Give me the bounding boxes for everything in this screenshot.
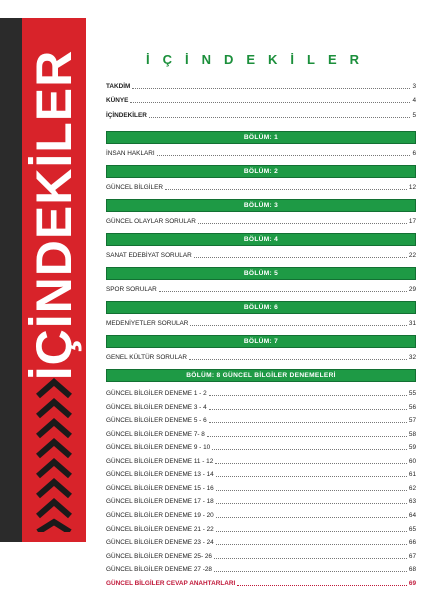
section-8 xyxy=(106,369,416,588)
toc-entry-label: GÜNCEL BİLGİLER DENEME 5 - 6 xyxy=(106,417,207,425)
toc-entry-page: 68 xyxy=(408,566,416,574)
toc-entry-label: GÜNCEL BİLGİLER DENEME 9 - 10 xyxy=(106,444,211,452)
toc-entry-label: GÜNCEL BİLGİLER DENEME 23 - 24 xyxy=(106,539,214,547)
toc-entry-label: GENEL KÜLTÜR SORULAR xyxy=(106,353,187,361)
toc-entry[interactable] xyxy=(106,452,416,466)
toc-entry-page: 6 xyxy=(412,149,416,157)
toc-entry-page: 67 xyxy=(408,552,416,560)
toc-entry[interactable] xyxy=(106,561,416,575)
toc-entry[interactable] xyxy=(106,178,416,192)
toc-entry-label: GÜNCEL BİLGİLER DENEME 11 - 12 xyxy=(106,457,214,465)
dot-leader xyxy=(190,324,407,326)
dot-leader xyxy=(165,188,407,190)
toc-entry-page: 60 xyxy=(408,457,416,465)
section-banner: BÖLÜM: 8 GÜNCEL BİLGİLER DENEMELERİ xyxy=(106,369,416,382)
sidebar-dark-strip xyxy=(0,18,22,542)
toc-entry-label: KÜNYE xyxy=(106,97,129,104)
toc-entry-page: 29 xyxy=(408,285,416,293)
toc-entry[interactable] xyxy=(106,348,416,362)
dot-leader xyxy=(214,557,407,559)
dot-leader xyxy=(215,462,407,464)
section-block xyxy=(106,267,416,294)
toc-entry-label: SANAT EDEBİYAT SORULAR xyxy=(106,251,192,259)
toc-entry-page: 69 xyxy=(408,579,416,587)
toc-entry[interactable] xyxy=(106,398,416,412)
toc-entry-label: GÜNCEL BİLGİLER DENEME 7- 8 xyxy=(106,430,205,438)
toc-entry[interactable] xyxy=(106,105,416,120)
dot-leader xyxy=(212,448,407,450)
toc-entry-page: 57 xyxy=(408,417,416,425)
dot-leader xyxy=(132,87,410,89)
dot-leader xyxy=(159,290,407,292)
toc-entry[interactable] xyxy=(106,280,416,294)
toc-entry-label: GÜNCEL BİLGİLER DENEME 27 -28 xyxy=(106,566,212,574)
toc-entry-label: GÜNCEL OLAYLAR SORULAR xyxy=(106,217,196,225)
toc-entry[interactable] xyxy=(106,534,416,548)
toc-entry[interactable] xyxy=(106,76,416,91)
dot-leader xyxy=(130,101,410,103)
dot-leader xyxy=(216,530,407,532)
dot-leader xyxy=(216,475,407,477)
toc-entry[interactable] xyxy=(106,493,416,507)
toc-entry-label: GÜNCEL BİLGİLER DENEME 1 - 2 xyxy=(106,390,207,398)
section-banner: BÖLÜM: 4 xyxy=(106,233,416,246)
toc-entry[interactable] xyxy=(106,547,416,561)
section-block xyxy=(106,165,416,192)
toc-entry-label: MEDENİYETLER SORULAR xyxy=(106,319,189,327)
toc-entry[interactable] xyxy=(106,144,416,158)
toc-entry[interactable] xyxy=(106,506,416,520)
toc-entry[interactable] xyxy=(106,520,416,534)
dot-leader xyxy=(194,256,407,258)
section-block xyxy=(106,335,416,362)
toc-entry[interactable] xyxy=(106,91,416,106)
dot-leader xyxy=(149,116,411,118)
toc-entry-page: 12 xyxy=(408,183,416,191)
toc-entry[interactable] xyxy=(106,479,416,493)
toc-entry-label: GÜNCEL BİLGİLER DENEME 21 - 22 xyxy=(106,525,214,533)
toc-entry-page: 55 xyxy=(408,390,416,398)
toc-entry-page: 62 xyxy=(408,484,416,492)
dot-leader xyxy=(189,358,407,360)
toc-entry-label: GÜNCEL BİLGİLER DENEME 19 - 20 xyxy=(106,511,214,519)
toc-entry-label: SPOR SORULAR xyxy=(106,285,157,293)
toc-entry-label: GÜNCEL BİLGİLER xyxy=(106,183,163,191)
toc-entry-page: 64 xyxy=(408,511,416,519)
dot-leader xyxy=(216,502,407,504)
toc-entry-page: 59 xyxy=(408,444,416,452)
toc-entry-label: İÇİNDEKİLER xyxy=(106,111,147,119)
front-matter xyxy=(106,76,416,120)
toc-entry-page: 32 xyxy=(408,353,416,361)
page-title: İÇİNDEKİLER xyxy=(145,52,373,67)
toc-entry-label: TAKDİM xyxy=(106,82,131,90)
section-banner: BÖLÜM: 1 xyxy=(106,131,416,144)
toc-entry[interactable] xyxy=(106,212,416,226)
toc-entry-label: GÜNCEL BİLGİLER DENEME 13 - 14 xyxy=(106,471,214,479)
toc-entry-label: GÜNCEL BİLGİLER DENEME 25- 26 xyxy=(106,552,212,560)
toc-entry-page: 58 xyxy=(408,430,416,438)
toc-entry-label: GÜNCEL BİLGİLER CEVAP ANAHTARLARI xyxy=(106,579,236,587)
toc-entry[interactable] xyxy=(106,439,416,453)
dot-leader xyxy=(209,408,407,410)
dot-leader xyxy=(216,489,407,491)
dot-leader xyxy=(198,222,407,224)
section-banner: BÖLÜM: 2 xyxy=(106,165,416,178)
section-banner: BÖLÜM: 5 xyxy=(106,267,416,280)
sidebar-vertical-title: İÇİNDEKİLER xyxy=(26,49,82,381)
dot-leader xyxy=(216,543,407,545)
toc-entry[interactable] xyxy=(106,385,416,399)
toc-entry[interactable] xyxy=(106,574,416,588)
dot-leader xyxy=(209,421,407,423)
dot-leader xyxy=(157,154,411,156)
table-of-contents xyxy=(106,76,416,588)
chevrons-decoration-icon xyxy=(34,376,74,532)
toc-entry-page: 31 xyxy=(408,319,416,327)
toc-entry-page: 3 xyxy=(412,82,416,90)
toc-entry-label: GÜNCEL BİLGİLER DENEME 15 - 16 xyxy=(106,484,214,492)
toc-entry-page: 56 xyxy=(408,403,416,411)
sidebar xyxy=(0,0,86,542)
toc-entry[interactable] xyxy=(106,425,416,439)
section-block xyxy=(106,233,416,260)
section-block xyxy=(106,301,416,328)
toc-entry-page: 5 xyxy=(412,111,416,119)
section-8-entries xyxy=(106,385,416,588)
dot-leader xyxy=(216,516,407,518)
dot-leader xyxy=(209,394,407,396)
toc-entry[interactable] xyxy=(106,412,416,426)
section-block xyxy=(106,199,416,226)
dot-leader xyxy=(207,435,407,437)
section-banner: BÖLÜM: 3 xyxy=(106,199,416,212)
toc-entry-page: 66 xyxy=(408,539,416,547)
sidebar-title-wrap xyxy=(26,49,82,381)
toc-entry[interactable] xyxy=(106,246,416,260)
dot-leader xyxy=(237,584,407,586)
toc-entry-page: 17 xyxy=(408,217,416,225)
dot-leader xyxy=(214,570,407,572)
toc-entry-page: 63 xyxy=(408,498,416,506)
toc-entry-label: GÜNCEL BİLGİLER DENEME 17 - 18 xyxy=(106,498,214,506)
toc-entry-page: 22 xyxy=(408,251,416,259)
section-banner: BÖLÜM: 7 xyxy=(106,335,416,348)
toc-entry[interactable] xyxy=(106,314,416,328)
toc-entry-page: 4 xyxy=(412,97,416,104)
toc-entry-label: GÜNCEL BİLGİLER DENEME 3 - 4 xyxy=(106,403,207,411)
section-block xyxy=(106,131,416,158)
toc-entry-page: 61 xyxy=(408,471,416,479)
toc-entry-page: 65 xyxy=(408,525,416,533)
toc-entry-label: İNSAN HAKLARI xyxy=(106,149,155,157)
toc-entry[interactable] xyxy=(106,466,416,480)
sections xyxy=(106,131,416,362)
section-banner: BÖLÜM: 6 xyxy=(106,301,416,314)
